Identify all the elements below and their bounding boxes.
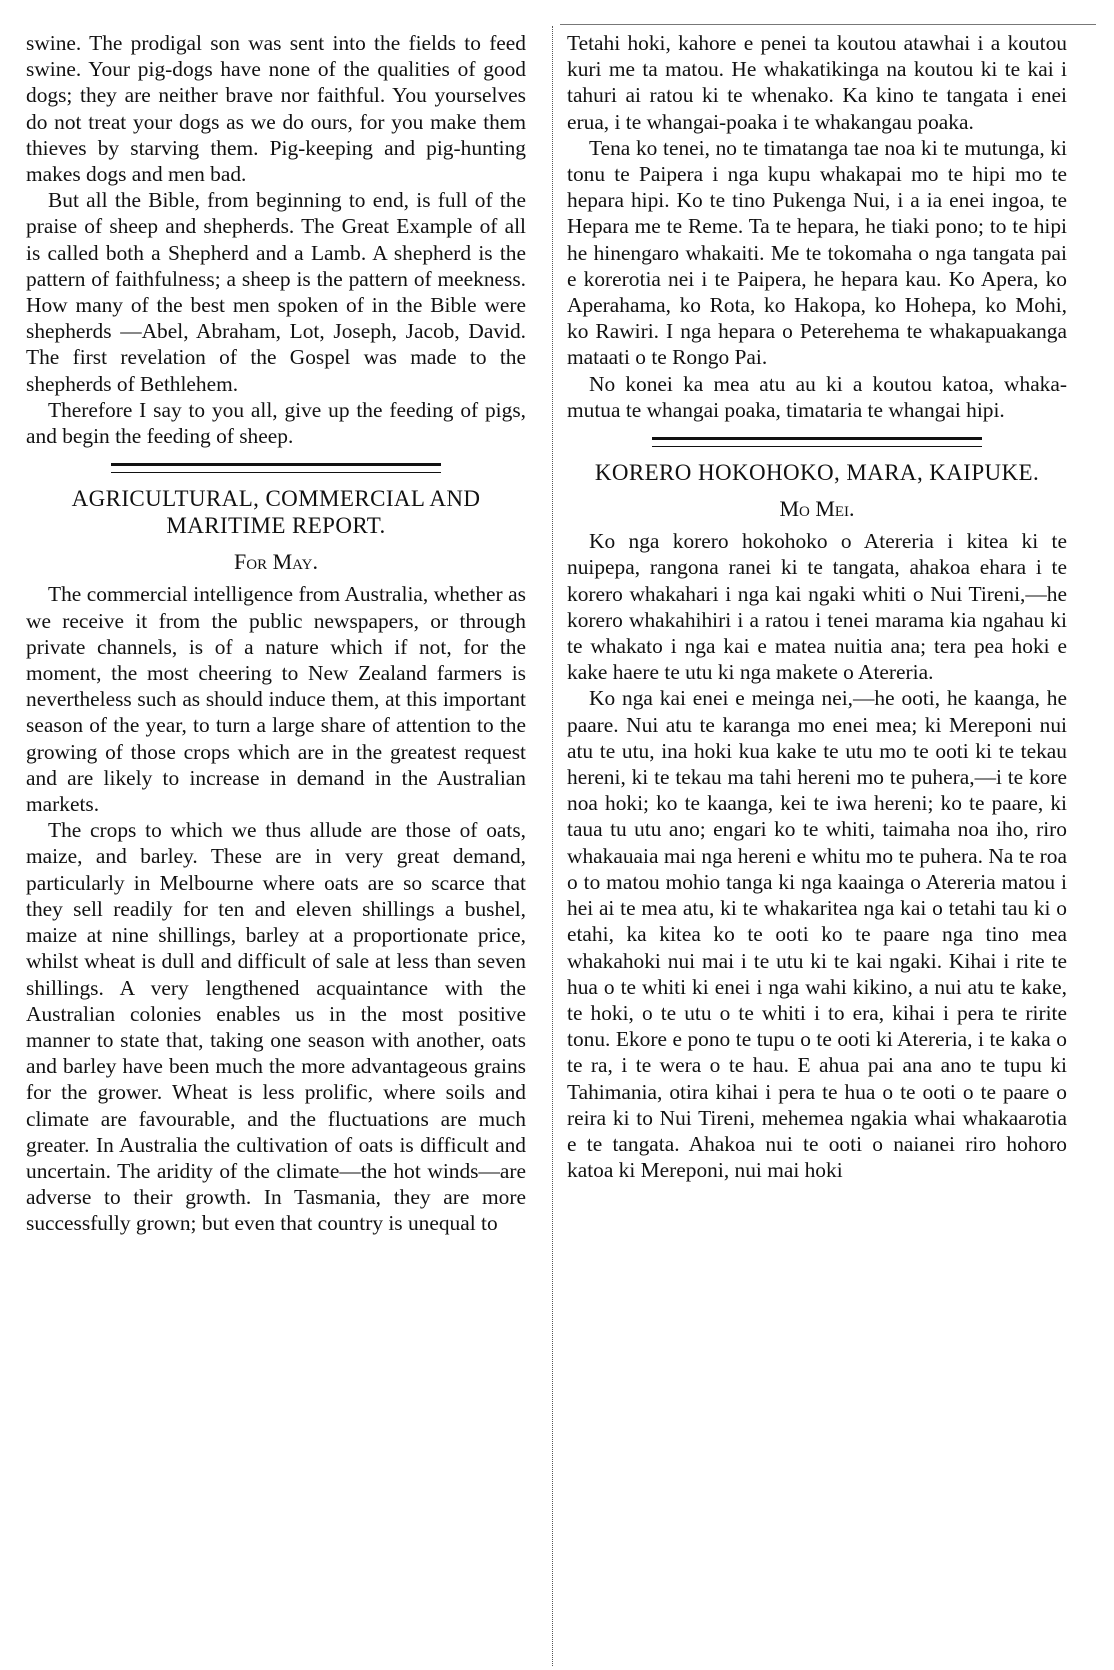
left-paragraph: The crops to which we thus allude are those of oats, maize, and barley. These are in very great demand, particularly in Melbourne where oats are so scarce that they sell readily for ten and eleven shillings a bushel, maize at nine shillings, barley at a proportionate price, whilst wheat is dull and difficult of sale at less than seven shillings. A very lengthened acquaintance with the Australian colonies enables us in the most positive manner to state that, taking one season with another, oats and barley have been much the more advantageous grains for the grower. Wheat is less prolific, where soils and climate are favourable, and the fluctuations are much greater. In Australia the cultivation of oats is difficult and uncertain. The aridity of the climate—the hot winds—are adverse to their growth. In Tasmania, they are more successfully grown; but even that country is unequal to [26,818,526,1236]
top-rule [560,24,1096,25]
section-subheading: For May. [234,549,318,575]
right-paragraph: Ko nga kai enei e meinga nei,—he ooti, he kaanga, he paare. Nui atu te karanga mo enei mea; ki Mereponi nui atu te utu, ina hoki kua kake te utu mo te ooti ki te tekau hereni, ki te tekau ma tahi hereni mo te puhera,—i te kore noa hoki; ko te kaanga, kei te iwa hereni; ko te paare, ki taua tu utu ano; engari ko te whiti, taimaha noa iho, riro whakauaia mai nga hereni e whitu mo te puhera. Na te roa o to matou mohio tanga ki nga kaainga o Atereria matou i hei ai te mea atu, ki te whakaritea nga kai o tetahi tau ki o etahi, ka kitea ko te ooti ko te paare nga tino mea whakahoki nui mai i te utu ki te kai ngaki. Kihai i rite te hua o te whiti ki enei i nga wahi kikino, a nui atu te kake, te hoki, o te utu o te whiti i to era, kihai i pera te ririte tonu. Ekore e pono te tupu o te ooti ki Atereria, i te kaka o te ra, i te wera o te hau. E ahua pai ana ano te tupu ki Tahimania, otira kihai i pera te hua o te ooti o te paare o reira ki to Nui Tireni, mehemea ngakia whai whakaarotia e te tangata. Ahakoa nui te ooti o naianei riro hohoro katoa ki Mereponi, nui mai hoki [567,686,1067,1183]
section-rule [652,437,982,447]
left-paragraph: But all the Bible, from beginning to end, is full of the praise of sheep and shepherds. The Great Example of all is called both a Shepherd and a Lamb. A shepherd is the pattern of faithfulness; a sheep is the pattern of meekness. How many of the best men spoken of in the Bible were shepherds —Abel, Abraham, Lot, Joseph, Jacob, David. The first revelation of the Gospel was made to the shepherds of Bethlehem. [26,188,526,396]
section-subheading: Mo Mei. [779,496,855,522]
section-heading: AGRICULTURAL, COMMERCIAL AND MARITIME REPORT. [71,486,481,539]
left-paragraph: Therefore I say to you all, give up the feeding of pigs, and begin the feeding of sheep. [26,397,526,449]
right-paragraph: No konei ka mea atu au ki a koutou katoa, whaka-mutua te whangai poaka, timataria te whangai hipi. [567,371,1067,422]
left-paragraph: The commercial intelligence from Australia, whether as we receive it from the public newspapers, or through private channels, is of a nature which if not, for the moment, the most cheering to New Zealand farmers is nevertheless such as should induce them, at this important season of the year, to turn a large share of attention to the growing of those crops which are in the greatest request and are likely to increase in demand in the Australian markets. [26,582,526,817]
right-paragraph: Ko nga korero hokohoko o Atereria i kitea ki te nuipepa, rangona ranei ki te tangata, ahakoa ehara i te korero whakahari i nga kai ngaki whiti o Nui Tireni,—he korero whakahihiri i a ratou i tenei marama kia ngahau ki te whakato i nga kai e matea nuitia ana; tera pea hoki e kake haere te utu ki nga makete o Atereria. [567,529,1067,685]
section-rule [111,463,441,473]
right-column [567,30,1067,1183]
right-paragraph: Tena ko tenei, no te timatanga tae noa ki te mutunga, ki tonu te Paipera i nga kupu whakapai mo te hipi mo te hepara hipi. Ko te tino Pukenga Nui, i a ia enei ingoa, te Hepara me te Reme. Ta te hepara, he tiaki pono; to te hipi he hinengaro whakaiti. Me te tokomaha o nga tangata pai e korerotia nei i te Paipera, he hepara kau. Ko Apera, ko Aperahama, ko Rota, ko Hakopa, ko Hohepa, ko Mohi, ko Rawiri. I nga hepara o Peterehema te whakapuakanga mataati o te Rongo Pai. [567,135,1067,370]
section-heading: KORERO HOKOHOKO, MARA, KAIPUKE. [594,460,1040,486]
left-paragraph: swine. The prodigal son was sent into the fields to feed swine. Your pig-dogs have none of the qualities of good dogs; they are neither brave nor faithful. You yourselves do not treat your dogs as we do ours, for you make them thieves by starving them. Pig-keeping and pig-hunting makes dogs and men bad. [26,31,526,187]
column-divider [552,26,553,1666]
left-column [26,30,526,1237]
right-paragraph: Tetahi hoki, kahore e penei ta koutou atawhai i a koutou kuri me ta matou. He whakatikinga na koutou ki te kai i tahuri ai ratou ki te whenako. Ka kino te tangata i enei erua, i te whangai-poaka i te whakangau poaka. [567,31,1067,134]
